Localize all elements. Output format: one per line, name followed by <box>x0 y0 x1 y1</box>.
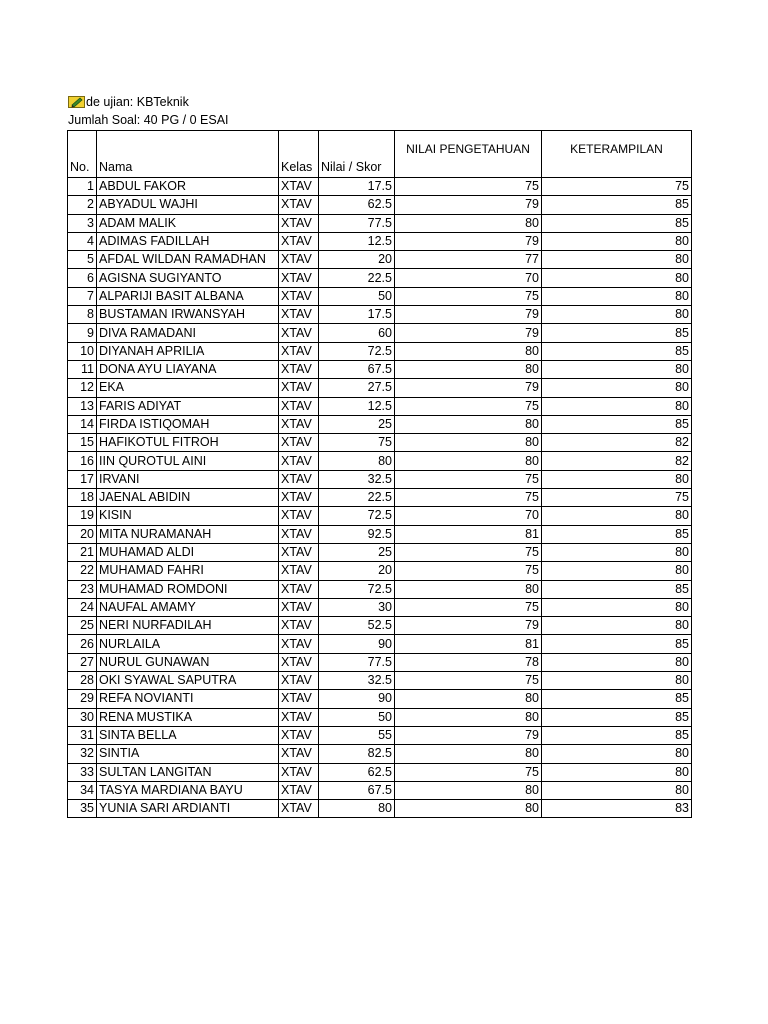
cell-keterampilan: 85 <box>542 196 692 214</box>
cell-no: 6 <box>68 269 97 287</box>
cell-kelas: XTAV <box>279 452 319 470</box>
table-row <box>68 781 692 799</box>
cell-keterampilan: 85 <box>542 635 692 653</box>
cell-nilai-skor: 72.5 <box>319 507 395 525</box>
cell-nama: ADIMAS FADILLAH <box>97 232 279 250</box>
cell-nilai-pengetahuan: 80 <box>395 800 542 818</box>
cell-nama: AFDAL WILDAN RAMADHAN <box>97 251 279 269</box>
cell-no: 3 <box>68 214 97 232</box>
table-row <box>68 452 692 470</box>
cell-nama: KISIN <box>97 507 279 525</box>
cell-keterampilan: 80 <box>542 598 692 616</box>
cell-no: 32 <box>68 745 97 763</box>
cell-no: 26 <box>68 635 97 653</box>
cell-nama: DONA AYU LIAYANA <box>97 360 279 378</box>
cell-no: 21 <box>68 543 97 561</box>
cell-nama: FARIS ADIYAT <box>97 397 279 415</box>
cell-no: 31 <box>68 726 97 744</box>
cell-no: 17 <box>68 470 97 488</box>
table-row <box>68 470 692 488</box>
cell-nilai-skor: 20 <box>319 562 395 580</box>
cell-keterampilan: 80 <box>542 562 692 580</box>
question-count-line: Jumlah Soal: 40 PG / 0 ESAI <box>68 113 229 127</box>
cell-no: 35 <box>68 800 97 818</box>
cell-nilai-pengetahuan: 75 <box>395 672 542 690</box>
cell-nama: SINTIA <box>97 745 279 763</box>
cell-nilai-skor: 75 <box>319 434 395 452</box>
cell-no: 16 <box>68 452 97 470</box>
cell-no: 12 <box>68 379 97 397</box>
cell-kelas: XTAV <box>279 415 319 433</box>
cell-nilai-pengetahuan: 80 <box>395 342 542 360</box>
cell-no: 28 <box>68 672 97 690</box>
cell-keterampilan: 80 <box>542 360 692 378</box>
cell-nilai-pengetahuan: 80 <box>395 745 542 763</box>
cell-kelas: XTAV <box>279 324 319 342</box>
cell-nilai-skor: 17.5 <box>319 178 395 196</box>
cell-kelas: XTAV <box>279 269 319 287</box>
cell-keterampilan: 85 <box>542 214 692 232</box>
cell-nilai-pengetahuan: 75 <box>395 470 542 488</box>
cell-nilai-skor: 77.5 <box>319 214 395 232</box>
table-row <box>68 306 692 324</box>
cell-nama: IRVANI <box>97 470 279 488</box>
table-row <box>68 434 692 452</box>
cell-keterampilan: 80 <box>542 781 692 799</box>
cell-kelas: XTAV <box>279 397 319 415</box>
cell-nama: ALPARIJI BASIT ALBANA <box>97 287 279 305</box>
cell-keterampilan: 80 <box>542 397 692 415</box>
cell-no: 9 <box>68 324 97 342</box>
cell-nilai-skor: 80 <box>319 452 395 470</box>
cell-keterampilan: 80 <box>542 745 692 763</box>
cell-keterampilan: 80 <box>542 269 692 287</box>
cell-nilai-skor: 50 <box>319 708 395 726</box>
cell-keterampilan: 82 <box>542 434 692 452</box>
table-row <box>68 690 692 708</box>
cell-nilai-pengetahuan: 80 <box>395 452 542 470</box>
cell-nilai-skor: 77.5 <box>319 653 395 671</box>
table-row <box>68 397 692 415</box>
cell-nama: AGISNA SUGIYANTO <box>97 269 279 287</box>
cell-no: 22 <box>68 562 97 580</box>
cell-nilai-pengetahuan: 79 <box>395 726 542 744</box>
table-row <box>68 525 692 543</box>
cell-nama: ABDUL FAKOR <box>97 178 279 196</box>
cell-keterampilan: 85 <box>542 708 692 726</box>
cell-nilai-skor: 55 <box>319 726 395 744</box>
cell-kelas: XTAV <box>279 306 319 324</box>
cell-nilai-pengetahuan: 81 <box>395 635 542 653</box>
cell-nilai-skor: 72.5 <box>319 342 395 360</box>
cell-kelas: XTAV <box>279 800 319 818</box>
cell-kelas: XTAV <box>279 251 319 269</box>
cell-nama: ABYADUL WAJHI <box>97 196 279 214</box>
table-row <box>68 232 692 250</box>
cell-no: 2 <box>68 196 97 214</box>
cell-nilai-skor: 22.5 <box>319 269 395 287</box>
table-row <box>68 214 692 232</box>
table-row <box>68 287 692 305</box>
cell-no: 8 <box>68 306 97 324</box>
cell-keterampilan: 85 <box>542 690 692 708</box>
cell-nama: MUHAMAD ALDI <box>97 543 279 561</box>
cell-nilai-skor: 20 <box>319 251 395 269</box>
cell-keterampilan: 82 <box>542 452 692 470</box>
table-row <box>68 726 692 744</box>
table-row <box>68 196 692 214</box>
table-row <box>68 324 692 342</box>
cell-keterampilan: 85 <box>542 580 692 598</box>
table-body <box>68 178 692 818</box>
cell-nama: EKA <box>97 379 279 397</box>
table-row <box>68 342 692 360</box>
cell-nilai-skor: 67.5 <box>319 781 395 799</box>
cell-nilai-skor: 82.5 <box>319 745 395 763</box>
cell-nilai-pengetahuan: 75 <box>395 287 542 305</box>
table-row <box>68 251 692 269</box>
cell-nilai-pengetahuan: 77 <box>395 251 542 269</box>
cell-nilai-skor: 25 <box>319 543 395 561</box>
cell-nilai-pengetahuan: 70 <box>395 269 542 287</box>
cell-nama: NURLAILA <box>97 635 279 653</box>
cell-kelas: XTAV <box>279 598 319 616</box>
cell-nilai-skor: 62.5 <box>319 196 395 214</box>
table-row <box>68 178 692 196</box>
col-header-kelas: Kelas <box>279 131 319 178</box>
cell-nilai-skor: 80 <box>319 800 395 818</box>
cell-keterampilan: 85 <box>542 342 692 360</box>
cell-nilai-pengetahuan: 80 <box>395 781 542 799</box>
cell-nilai-pengetahuan: 80 <box>395 214 542 232</box>
cell-nama: NAUFAL AMAMY <box>97 598 279 616</box>
cell-nilai-pengetahuan: 75 <box>395 598 542 616</box>
cell-keterampilan: 80 <box>542 470 692 488</box>
cell-keterampilan: 80 <box>542 507 692 525</box>
cell-keterampilan: 80 <box>542 287 692 305</box>
cell-nilai-skor: 27.5 <box>319 379 395 397</box>
cell-no: 25 <box>68 617 97 635</box>
cell-keterampilan: 80 <box>542 232 692 250</box>
cell-nama: ADAM MALIK <box>97 214 279 232</box>
cell-keterampilan: 85 <box>542 726 692 744</box>
cell-kelas: XTAV <box>279 653 319 671</box>
cell-no: 33 <box>68 763 97 781</box>
table-row <box>68 653 692 671</box>
cell-no: 1 <box>68 178 97 196</box>
cell-nilai-pengetahuan: 75 <box>395 178 542 196</box>
cell-nilai-pengetahuan: 80 <box>395 708 542 726</box>
cell-nilai-skor: 17.5 <box>319 306 395 324</box>
cell-nilai-skor: 22.5 <box>319 489 395 507</box>
table-row <box>68 580 692 598</box>
cell-nilai-skor: 12.5 <box>319 397 395 415</box>
table-header-row <box>68 131 692 178</box>
table-row <box>68 562 692 580</box>
cell-keterampilan: 75 <box>542 178 692 196</box>
cell-keterampilan: 80 <box>542 653 692 671</box>
cell-kelas: XTAV <box>279 635 319 653</box>
cell-nama: MUHAMAD ROMDONI <box>97 580 279 598</box>
cell-nilai-pengetahuan: 75 <box>395 397 542 415</box>
cell-keterampilan: 80 <box>542 617 692 635</box>
cell-kelas: XTAV <box>279 562 319 580</box>
cell-nilai-pengetahuan: 70 <box>395 507 542 525</box>
cell-kelas: XTAV <box>279 708 319 726</box>
exam-code-line <box>68 94 189 110</box>
score-table <box>67 130 692 818</box>
cell-nama: BUSTAMAN IRWANSYAH <box>97 306 279 324</box>
cell-nilai-skor: 90 <box>319 690 395 708</box>
cell-keterampilan: 80 <box>542 763 692 781</box>
cell-nilai-pengetahuan: 80 <box>395 580 542 598</box>
cell-nilai-skor: 92.5 <box>319 525 395 543</box>
cell-nilai-pengetahuan: 80 <box>395 360 542 378</box>
cell-nilai-pengetahuan: 80 <box>395 690 542 708</box>
cell-nilai-pengetahuan: 80 <box>395 415 542 433</box>
cell-keterampilan: 80 <box>542 251 692 269</box>
cell-no: 23 <box>68 580 97 598</box>
cell-no: 19 <box>68 507 97 525</box>
col-header-nama: Nama <box>97 131 279 178</box>
cell-nilai-pengetahuan: 79 <box>395 324 542 342</box>
cell-kelas: XTAV <box>279 214 319 232</box>
table-row <box>68 543 692 561</box>
cell-keterampilan: 80 <box>542 672 692 690</box>
cell-nama: MUHAMAD FAHRI <box>97 562 279 580</box>
cell-kelas: XTAV <box>279 360 319 378</box>
cell-nama: SINTA BELLA <box>97 726 279 744</box>
table-row <box>68 617 692 635</box>
table-row <box>68 489 692 507</box>
table-row <box>68 745 692 763</box>
cell-keterampilan: 85 <box>542 525 692 543</box>
cell-no: 15 <box>68 434 97 452</box>
exam-code-text: de ujian: KBTeknik <box>86 95 189 109</box>
col-header-nilai-pengetahuan: NILAI PENGETAHUAN <box>395 131 542 178</box>
cell-kelas: XTAV <box>279 726 319 744</box>
cell-nilai-pengetahuan: 75 <box>395 562 542 580</box>
cell-kelas: XTAV <box>279 470 319 488</box>
cell-nilai-pengetahuan: 78 <box>395 653 542 671</box>
col-header-nilai-skor: Nilai / Skor <box>319 131 395 178</box>
cell-nilai-skor: 12.5 <box>319 232 395 250</box>
cell-kelas: XTAV <box>279 489 319 507</box>
cell-kelas: XTAV <box>279 745 319 763</box>
col-header-no: No. <box>68 131 97 178</box>
cell-kelas: XTAV <box>279 580 319 598</box>
cell-kelas: XTAV <box>279 434 319 452</box>
table-row <box>68 800 692 818</box>
cell-kelas: XTAV <box>279 507 319 525</box>
cell-kelas: XTAV <box>279 763 319 781</box>
cell-nama: DIVA RAMADANI <box>97 324 279 342</box>
cell-kelas: XTAV <box>279 196 319 214</box>
cell-nilai-pengetahuan: 79 <box>395 617 542 635</box>
cell-nilai-pengetahuan: 79 <box>395 306 542 324</box>
cell-nama: NURUL GUNAWAN <box>97 653 279 671</box>
cell-nilai-pengetahuan: 81 <box>395 525 542 543</box>
cell-nilai-skor: 60 <box>319 324 395 342</box>
cell-nilai-skor: 72.5 <box>319 580 395 598</box>
cell-nilai-pengetahuan: 75 <box>395 763 542 781</box>
cell-no: 11 <box>68 360 97 378</box>
cell-nilai-skor: 67.5 <box>319 360 395 378</box>
cell-nama: HAFIKOTUL FITROH <box>97 434 279 452</box>
cell-nilai-pengetahuan: 79 <box>395 232 542 250</box>
cell-nama: IIN QUROTUL AINI <box>97 452 279 470</box>
cell-kelas: XTAV <box>279 543 319 561</box>
cell-nilai-pengetahuan: 79 <box>395 379 542 397</box>
cell-nama: JAENAL ABIDIN <box>97 489 279 507</box>
cell-keterampilan: 80 <box>542 543 692 561</box>
cell-nama: REFA NOVIANTI <box>97 690 279 708</box>
cell-kelas: XTAV <box>279 379 319 397</box>
table-row <box>68 763 692 781</box>
cell-nilai-skor: 50 <box>319 287 395 305</box>
cell-nama: NERI NURFADILAH <box>97 617 279 635</box>
table-row <box>68 708 692 726</box>
table-row <box>68 672 692 690</box>
col-header-keterampilan: KETERAMPILAN <box>542 131 692 178</box>
cell-no: 18 <box>68 489 97 507</box>
cell-kelas: XTAV <box>279 690 319 708</box>
cell-kelas: XTAV <box>279 342 319 360</box>
cell-kelas: XTAV <box>279 287 319 305</box>
cell-no: 27 <box>68 653 97 671</box>
cell-nama: FIRDA ISTIQOMAH <box>97 415 279 433</box>
table-row <box>68 360 692 378</box>
cell-no: 7 <box>68 287 97 305</box>
pencil-note-icon <box>68 95 86 109</box>
cell-no: 29 <box>68 690 97 708</box>
cell-no: 30 <box>68 708 97 726</box>
table-row <box>68 379 692 397</box>
cell-nama: TASYA MARDIANA BAYU <box>97 781 279 799</box>
cell-nilai-skor: 52.5 <box>319 617 395 635</box>
cell-no: 34 <box>68 781 97 799</box>
cell-no: 5 <box>68 251 97 269</box>
cell-nama: DIYANAH APRILIA <box>97 342 279 360</box>
cell-keterampilan: 80 <box>542 306 692 324</box>
cell-nama: YUNIA SARI ARDIANTI <box>97 800 279 818</box>
cell-kelas: XTAV <box>279 178 319 196</box>
cell-nilai-skor: 32.5 <box>319 470 395 488</box>
cell-nilai-skor: 30 <box>319 598 395 616</box>
cell-nilai-skor: 25 <box>319 415 395 433</box>
table-row <box>68 635 692 653</box>
cell-kelas: XTAV <box>279 232 319 250</box>
cell-nama: OKI SYAWAL SAPUTRA <box>97 672 279 690</box>
cell-no: 24 <box>68 598 97 616</box>
cell-kelas: XTAV <box>279 781 319 799</box>
cell-nilai-pengetahuan: 80 <box>395 434 542 452</box>
cell-no: 13 <box>68 397 97 415</box>
cell-nama: MITA NURAMANAH <box>97 525 279 543</box>
cell-nilai-pengetahuan: 75 <box>395 543 542 561</box>
cell-keterampilan: 85 <box>542 324 692 342</box>
table-row <box>68 598 692 616</box>
cell-nilai-pengetahuan: 79 <box>395 196 542 214</box>
cell-kelas: XTAV <box>279 525 319 543</box>
cell-keterampilan: 75 <box>542 489 692 507</box>
cell-no: 14 <box>68 415 97 433</box>
cell-nama: RENA MUSTIKA <box>97 708 279 726</box>
cell-nilai-pengetahuan: 75 <box>395 489 542 507</box>
cell-no: 10 <box>68 342 97 360</box>
table-row <box>68 415 692 433</box>
cell-no: 20 <box>68 525 97 543</box>
table-row <box>68 507 692 525</box>
cell-keterampilan: 83 <box>542 800 692 818</box>
cell-kelas: XTAV <box>279 617 319 635</box>
cell-keterampilan: 80 <box>542 379 692 397</box>
cell-keterampilan: 85 <box>542 415 692 433</box>
cell-kelas: XTAV <box>279 672 319 690</box>
cell-no: 4 <box>68 232 97 250</box>
cell-nilai-skor: 32.5 <box>319 672 395 690</box>
cell-nilai-skor: 90 <box>319 635 395 653</box>
table-row <box>68 269 692 287</box>
cell-nilai-skor: 62.5 <box>319 763 395 781</box>
cell-nama: SULTAN LANGITAN <box>97 763 279 781</box>
